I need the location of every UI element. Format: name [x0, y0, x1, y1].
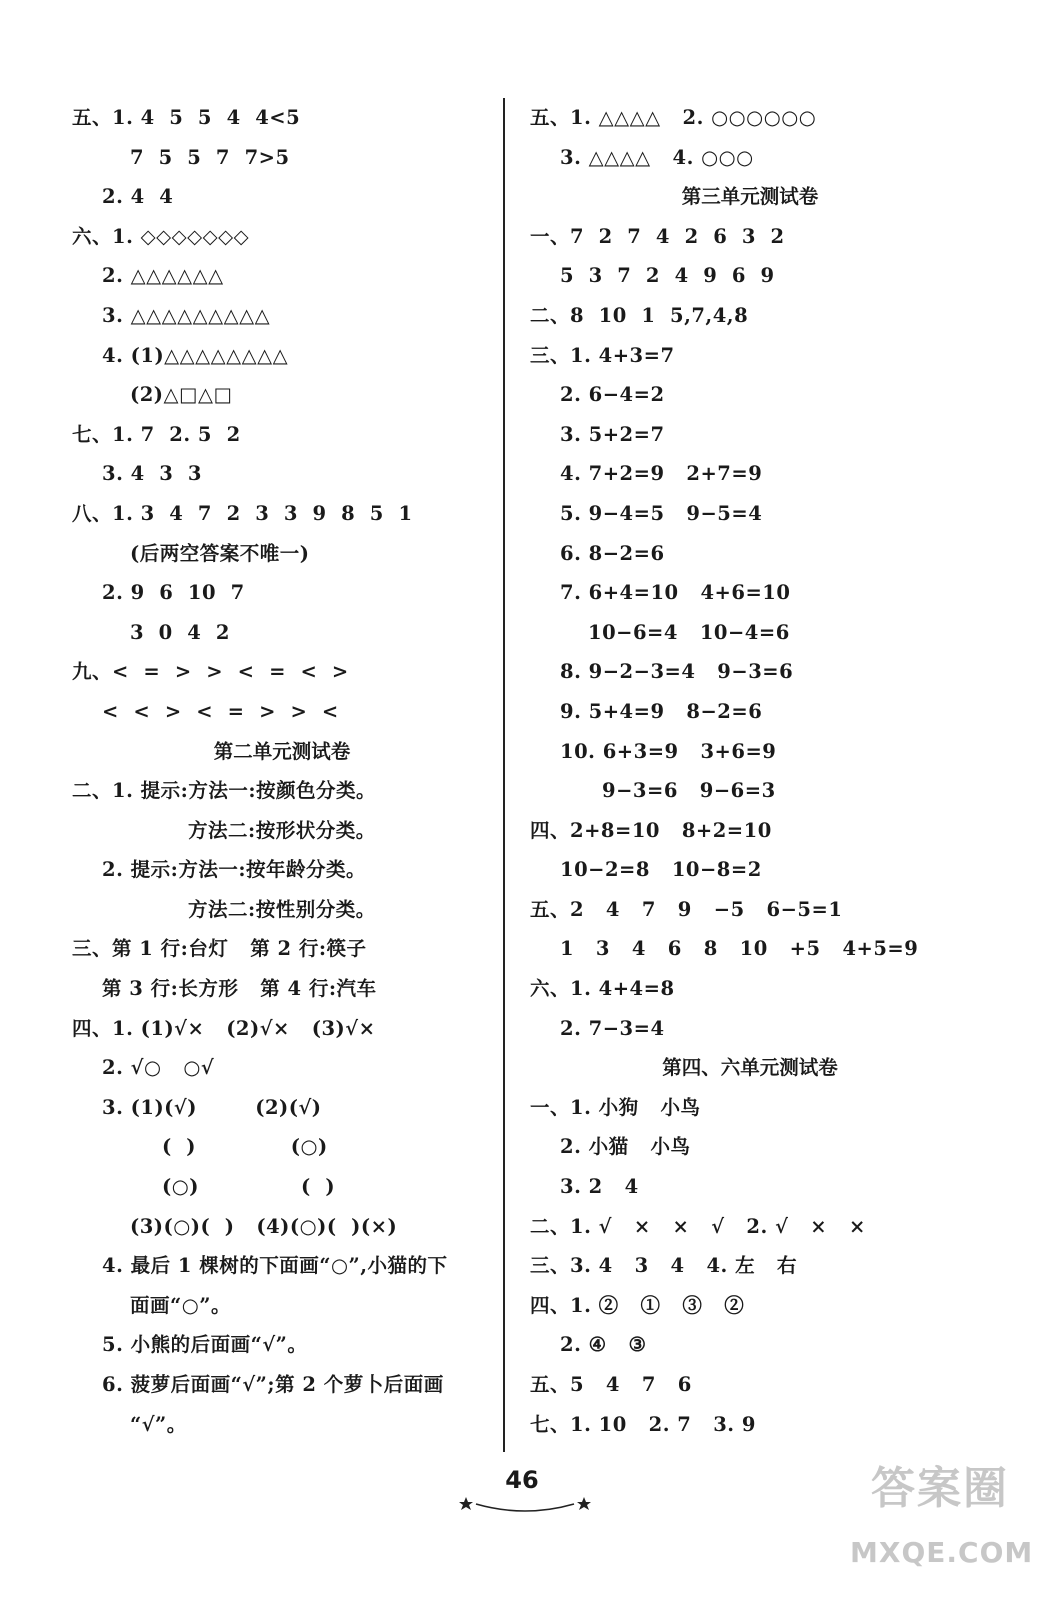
- answer-line: 二、8 10 1 5,7,4,8: [530, 303, 749, 327]
- answer-line: 方法二:按形状分类。: [188, 818, 376, 842]
- watermark-top-text: 答案圈: [871, 1463, 1009, 1514]
- answer-line: (后两空答案不唯一): [130, 541, 310, 565]
- answer-line: 4. 7+2=9 2+7=9: [560, 462, 763, 486]
- answer-line: 6. 菠萝后面画“√”;第 2 个萝卜后面画: [102, 1373, 444, 1396]
- answer-line: 七、1. 10 2. 7 3. 9: [530, 1412, 756, 1436]
- answer-line: 4. (1)△△△△△△△△: [102, 343, 289, 367]
- answer-line: (○) ( ): [162, 1175, 336, 1199]
- answer-line: 二、1. 提示:方法一:按颜色分类。: [72, 779, 377, 803]
- answer-line: 四、1. ② ① ③ ②: [530, 1293, 745, 1317]
- section-title: 第二单元测试卷: [213, 739, 351, 763]
- answer-line: 2. 7−3=4: [560, 1016, 665, 1040]
- answer-line: 3 0 4 2: [130, 620, 231, 644]
- watermark-bottom-text: MXQE.COM: [850, 1536, 1034, 1569]
- answer-line: 7. 6+4=10 4+6=10: [560, 581, 791, 605]
- answer-line: 五、1. 4 5 5 4 4<5: [72, 106, 301, 129]
- answer-line: 2. 提示:方法一:按年龄分类。: [102, 858, 367, 882]
- answer-line: 3. 2 4: [560, 1175, 639, 1199]
- answer-line: 三、3. 4 3 4 4. 左 右: [530, 1254, 797, 1278]
- page-number-ornament: [450, 1490, 600, 1514]
- answer-line: 10−6=4 10−4=6: [588, 620, 790, 644]
- answer-line: 3. (1)(√) (2)(√): [102, 1095, 322, 1119]
- answer-line: 5. 小熊的后面画“√”。: [102, 1333, 308, 1357]
- answer-line: 一、7 2 7 4 2 6 3 2: [530, 224, 785, 248]
- answer-line: 五、1. △△△△ 2. ○○○○○○: [530, 106, 817, 129]
- answer-line: 9. 5+4=9 8−2=6: [560, 699, 763, 723]
- answer-line: 8. 9−2−3=4 9−3=6: [560, 660, 794, 684]
- answer-line: 3. △△△△△△△△△: [102, 303, 271, 327]
- answer-line: 六、1. 4+4=8: [530, 977, 675, 1001]
- page-number: 46: [505, 1466, 539, 1494]
- left-answer-column: [72, 98, 492, 1444]
- section-title: 第三单元测试卷: [681, 185, 819, 209]
- answer-line: 1 3 4 6 8 10 +5 4+5=9: [560, 937, 919, 961]
- answer-line: 二、1. √ × × √ 2. √ × ×: [530, 1214, 866, 1238]
- answer-line: 2. 6−4=2: [560, 383, 665, 407]
- answer-line: (3)(○)( ) (4)(○)( )(×): [130, 1214, 398, 1238]
- answer-line: 6. 8−2=6: [560, 541, 665, 565]
- answer-line: 一、1. 小狗 小鸟: [530, 1095, 701, 1119]
- answer-line: 3. 4 3 3: [102, 462, 203, 486]
- answer-line: 七、1. 7 2. 5 2: [72, 422, 241, 446]
- answer-line: 4. 最后 1 棵树的下面画“○”,小猫的下: [102, 1254, 448, 1278]
- column-divider: [503, 98, 505, 1452]
- answer-line: 八、1. 3 4 7 2 3 3 9 8 5 1: [72, 501, 413, 525]
- answer-line: 7 5 5 7 7>5: [130, 145, 290, 169]
- answer-line: 六、1. ◇◇◇◇◇◇◇: [72, 224, 250, 248]
- answer-line: 第 3 行:长方形 第 4 行:汽车: [102, 977, 377, 1001]
- answer-line: 五、5 4 7 6: [530, 1373, 692, 1396]
- answer-line: 2. 4 4: [102, 185, 174, 209]
- answer-line: 5 3 7 2 4 9 6 9: [560, 264, 775, 288]
- answer-line: 四、1. (1)√× (2)√× (3)√×: [72, 1016, 376, 1040]
- answer-line: 3. △△△△ 4. ○○○: [560, 145, 754, 169]
- answer-line: 九、< = > > < = < >: [72, 660, 349, 684]
- answer-line: 三、第 1 行:台灯 第 2 行:筷子: [72, 937, 367, 961]
- answer-line: 五、2 4 7 9 −5 6−5=1: [530, 897, 843, 921]
- answer-line: ( ) (○): [162, 1135, 328, 1159]
- answer-line: 3. 5+2=7: [560, 422, 665, 446]
- watermark-logo: [850, 1440, 1034, 1590]
- answer-line: 2. 9 6 10 7: [102, 581, 245, 605]
- answer-line: 5. 9−4=5 9−5=4: [560, 501, 763, 525]
- answer-line: 四、2+8=10 8+2=10: [530, 818, 772, 842]
- answer-line: 2. △△△△△△: [102, 264, 224, 288]
- answer-line: < < > < = > > <: [102, 699, 339, 723]
- answer-line: “√”。: [130, 1412, 187, 1436]
- answer-line: 10. 6+3=9 3+6=9: [560, 739, 777, 763]
- answer-line: 三、1. 4+3=7: [530, 343, 675, 367]
- answer-line: (2)△□△□: [130, 383, 233, 407]
- answer-line: 9−3=6 9−6=3: [602, 779, 776, 803]
- right-answer-column: [530, 98, 970, 1444]
- section-title: 第四、六单元测试卷: [662, 1056, 838, 1080]
- answer-line: 方法二:按性别分类。: [188, 897, 376, 921]
- answer-line: 面画“○”。: [130, 1293, 231, 1317]
- answer-line: 10−2=8 10−8=2: [560, 858, 762, 882]
- answer-line: 2. 小猫 小鸟: [560, 1135, 691, 1159]
- answer-line: 2. √○ ○√: [102, 1056, 215, 1080]
- answer-line: 2. ④ ③: [560, 1333, 647, 1357]
